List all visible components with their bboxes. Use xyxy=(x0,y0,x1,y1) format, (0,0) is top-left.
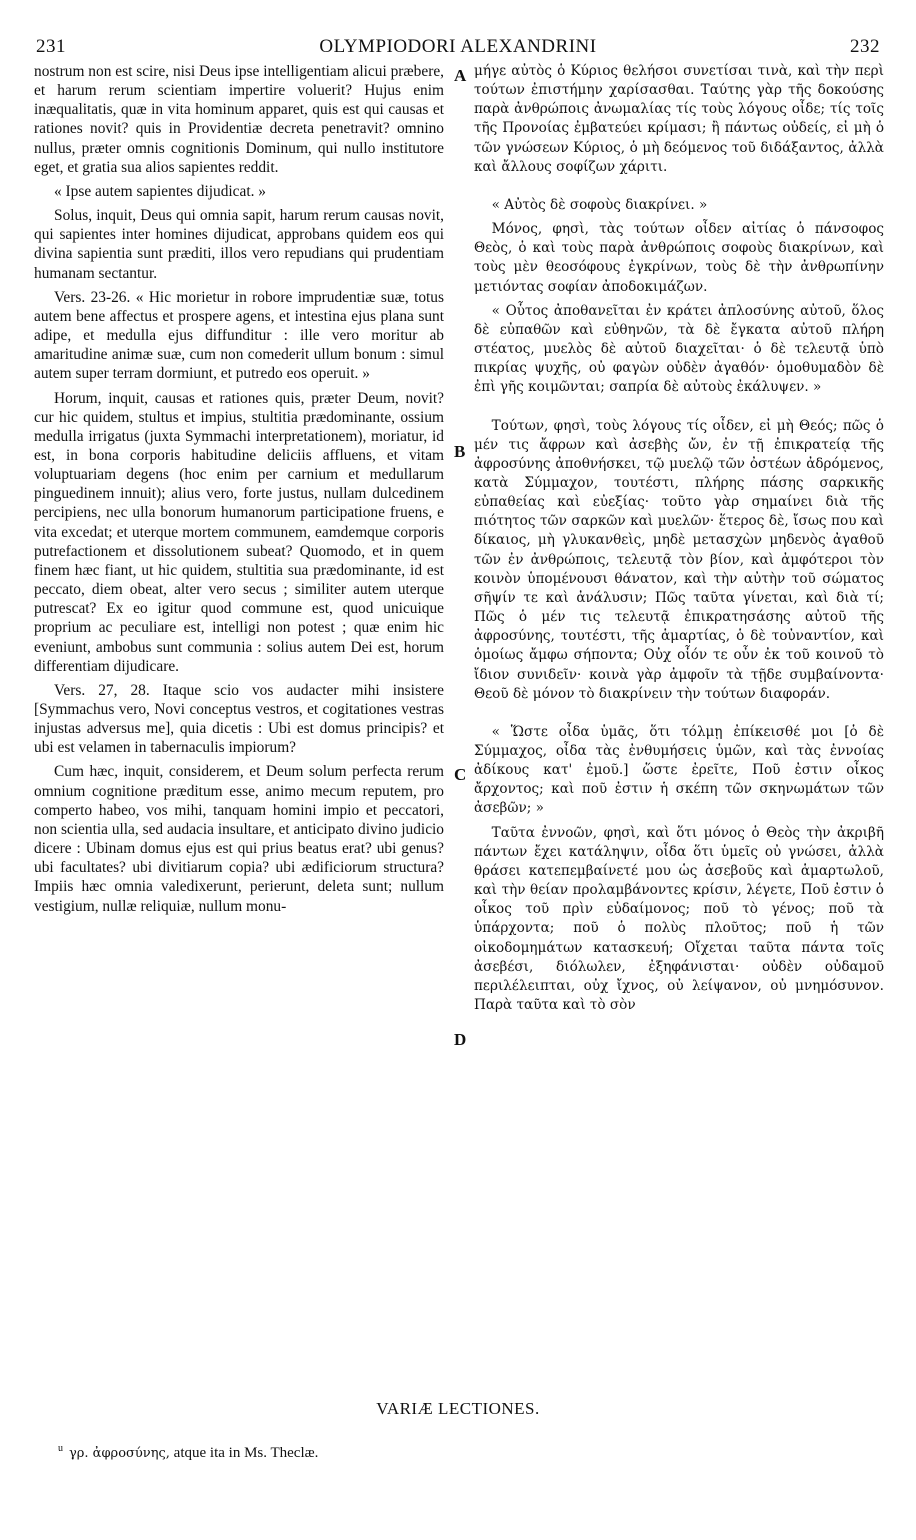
latin-paragraph: Horum, inquit, causas et rationes quis, præter Deum, novit? cur hic quidem, stultus et impius, stultitia prædominante, ossium medulla irrigatus (juxta Symmachi interpretationem), moriatur, id est, in bona corporis habitudine deliciis affluens, et vitam voluptuariam degens (hoc enim per carnium et medullarum pinguedinem innuit); alius vero, forte justus, nullam dulcedinem percipiens, nec ulla bonorum humanorum participatione fruens, e vita excedat; et uterque mortem communem, eamdemque corporis putrefactionem et dissolutionem subeat? Quomodo, et in quem finem hæc fiant, ut hic quidem, stultitia sua prædominante, id est peccato, diem obeat, alter vero secus ; similiter autem uterque putrescat? Ex eo igitur quod commune est, quod unicuique proprium ac peculiare est, intelligi non potest ; quæ enim hic eveniunt, ambobus sunt communia : solius autem Dei est, horum differentiam dijudicare. xyxy=(34,389,444,675)
greek-paragraph: Τούτων, φησὶ, τοὺς λόγους τίς οἶδεν, εἰ μὴ Θεός; πῶς ὁ μέν τις ἄφρων καὶ ἀσεβὴς ὤν, ἐν τῇ ἐπικρατείᾳ τῆς ἀφροσύνης ἀποθνήσκει, τῷ μυελῷ τῶν ὀστέων ἀδρόμενος, κατὰ Σύμμαχον, τουτέστι, πλήρης πάσης σαρκικῆς εὐπαθείας καὶ εὐεξίας· τοῦτο γὰρ σημαίνει διὰ τῆς πιότητος τῶν σαρκῶν καὶ μυελῶν· ἕτερος δὲ, ἴσως που καὶ δίκαιος, μὴ γλυκανθεὶς, μηδὲ μετασχὼν μηδενὸς ἀγαθοῦ τῶν ἐν ἀνθρώποις, τελευτᾷ τὸν βίον, καὶ ἀμφότεροι τὸν κοινὸν ὑπομένουσι θάνατον, καὶ τὴν αὐτὴν τοῦ σώματος σῆψίν τε καὶ ἀνάλυσιν; Πῶς ταῦτα γίνεται, καὶ διὰ τί; Πῶς ὁ μέν τις τελευτᾷ ἐπικρατησάσης αὐτοῦ τῆς ἀφροσύνης, τουτέστι, τῆς ἁμαρτίας, ὁ δὲ τοὐναντίον, καὶ ὁμοίως ἄμφω σήποντα; Οὐχ οἷόν τε οὖν ἐκ τοῦ κοινοῦ τὸ ἴδιον συνιδεῖν· κοινὰ γὰρ ἀμφοῖν τὰ τῇδε συμβαίνοντα· Θεοῦ δὲ μόνον τὸ διακρίνειν τὴν τούτων διαφοράν. xyxy=(474,417,884,702)
latin-paragraph: nostrum non est scire, nisi Deus ipse intelligentiam alicui præbere, et harum rerum scientiam impertire voluerit? Hujus enim inæqualitatis, quæ in vita hominum apparet, quis est qui causas et rationes novit? quis in Providentiæ decreta penetravit? omnino nullus, præter omnis cognitionis Dominum, qui nullo institutore eget, et gratia sua alios sapientes reddit. xyxy=(34,63,444,176)
latin-verse: Vers. 23-26. « Hic morietur in robore imprudentiæ suæ, totus autem bene affectus et prospere agens, et intestina ejus plana sunt adipe, et medulla ejus diffunditur : ille vero moritur ab amaritudine animæ suæ, cum non comederit ullum bonum : simul autem super terram dormiunt, et putredo eos operuit. » xyxy=(34,288,444,383)
greek-column xyxy=(474,62,884,1020)
footnote-latin: atque ita in Ms. Theclæ. xyxy=(173,1445,319,1461)
latin-paragraph: Cum hæc, inquit, considerem, et Deum solum perfecta rerum omnium cognitione præditum esse, animo mecum reputem, pro comperto habeo, vos mihi, tanquam homini impio et peccatori, non scientia ulla, sed audacia insultare, et anticipato divino judicio dicere : Ubinam domus ejus est qui prius beatus erat? ubi genus? ubi facultates? ubi divitiarum copia? ubi ædificiorum structura? Impiis hæc omnia valedixerunt, perierunt, deleta sunt; nullum vestigium, nullæ reliquiæ, nullum monu- xyxy=(34,763,444,915)
latin-lemma: « Ipse autem sapientes dijudicat. » xyxy=(54,182,267,200)
footnote xyxy=(58,1443,318,1462)
footnote-mark: u xyxy=(58,1443,63,1454)
footnote-greek: γρ. ἀφροσύνης, xyxy=(69,1446,170,1461)
margin-marker-b: B xyxy=(454,442,466,461)
margin-marker-d: D xyxy=(454,1030,467,1049)
latin-paragraph: Solus, inquit, Deus qui omnia sapit, harum rerum causas novit, qui sapientes inter homines dijudicat, approbans quidem eos qui divina sapientia sunt præditi, illos vero repudians qui prudentiam humanam sectantur. xyxy=(34,207,444,282)
greek-paragraph: Μόνος, φησὶ, τὰς τούτων οἶδεν αἰτίας ὁ πάνσοφος Θεὸς, ὁ καὶ τοὺς παρὰ ἀνθρώποις σοφοὺς διακρίνων, καὶ τοὺς μὲν θεοσόφους ἐγκρίνων, τοὺς δὲ τὴν ἀνθρωπίνην μετιόντας σοφίαν ἀποδοκιμάζων. xyxy=(474,221,884,295)
latin-column xyxy=(34,62,444,921)
variae-lectiones-heading: VARIÆ LECTIONES. xyxy=(376,1399,540,1418)
margin-marker-c: C xyxy=(454,765,467,784)
latin-verse: Vers. 27, 28. Itaque scio vos audacter mihi insistere [Symmachus vero, Novi conceptus vestros, et cogitationes vestras injustas adversus me], quia dicetis : Ubi est domus principis? et ubi est velamen in tabernaculis impiorum? xyxy=(34,681,444,757)
greek-verse: « Οὗτος ἀποθανεῖται ἐν κράτει ἀπλοσύνης αὐτοῦ, ὅλος δὲ εὐπαθῶν καὶ εὐθηνῶν, τὰ δὲ ἔγκατα αὐτοῦ πλήρη στέατος, μυελὸς δὲ αὐτοῦ διαχεῖται· ὁ δὲ τελευτᾷ ὑπὸ πικρίας ψυχῆς, οὐ φαγὼν οὐδὲν ἀγαθόν· ὁμοθυμαδὸν δὲ ἐπὶ γῆς κοιμῶνται; σαπρία δὲ αὐτοὺς ἐκάλυψεν. » xyxy=(474,302,884,396)
greek-paragraph: μήγε αὐτὸς ὁ Κύριος θελήσοι συνετίσαι τινὰ, καὶ τὴν περὶ τούτων ἐπιστήμην χαρίσασθαι. Ταύτης γὰρ τῆς δοκούσης παρὰ ἀνθρώποις ἀνωμαλίας τίς τοὺς λόγους οἶδε; τίς τοῖς τῆς Προνοίας ἐμβατεύει κρίμασι; ἢ πάντως οὐδείς, εἰ μὴ ὁ τῶν γνώσεων Κύριος, ὁ μὴ δεόμενος τοῦ διδάξαντος, ἀλλὰ καὶ ἄλλους σοφίζων χάριτι. xyxy=(474,63,884,175)
greek-lemma: « Αὐτὸς δὲ σοφοὺς διακρίνει. » xyxy=(491,196,708,213)
greek-paragraph: Ταῦτα ἐννοῶν, φησὶ, καὶ ὅτι μόνος ὁ Θεὸς τὴν ἀκριβῆ πάντων ἔχει κατάληψιν, οἶδα ὅτι ὑμεῖς οὐ γνώσει, ἀλλὰ θράσει κατεπεμβαίνετέ μου ὡς ἀσεβοῦς καὶ ἁμαρτωλοῦ, καὶ τὴν θείαν προλαμβάνοντες κρίσιν, λέγετε, Ποῦ ἐστιν ὁ οἶκος τοῦ πρὶν εὐδαίμονος; ποῦ τὸ γένος; ποῦ τὰ ὑπάρχοντα; ποῦ ὁ πολὺς πλοῦτος; ποῦ ἡ τῶν οἰκοδομημάτων κατασκευή; Οἴχεται ταῦτα πάντα τοῖς ἀσεβέσι, διόλωλεν, ἐξηφάνισται· οὐδὲν οὐδαμοῦ περιλέλειπται, οὐχ ἴχνος, οὐ λείψανον, οὐ μνημόσυνον. Παρὰ ταῦτα καὶ τὸ σὸν xyxy=(474,824,884,1014)
greek-verse: « Ὥστε οἶδα ὑμᾶς, ὅτι τόλμῃ ἐπίκεισθέ μοι [ὁ δὲ Σύμμαχος, οἶδα τὰς ἐνθυμήσεις ὑμῶν, καὶ τὰς ἐννοίας ἀδίκους κατ' ἐμοῦ.] ὥστε ἐρεῖτε, Ποῦ ἐστιν οἶκος ἄρχοντος; καὶ ποῦ ἐστιν ἡ σκέπη τῶν σκηνωμάτων τῶν ἀσεβῶν; » xyxy=(474,723,884,817)
page-number-left: 231 xyxy=(36,36,66,57)
margin-marker-a: A xyxy=(454,66,467,85)
page-header xyxy=(36,36,880,60)
page-number-right: 232 xyxy=(850,36,880,57)
running-title: OLYMPIODORI ALEXANDRINI xyxy=(319,36,597,57)
